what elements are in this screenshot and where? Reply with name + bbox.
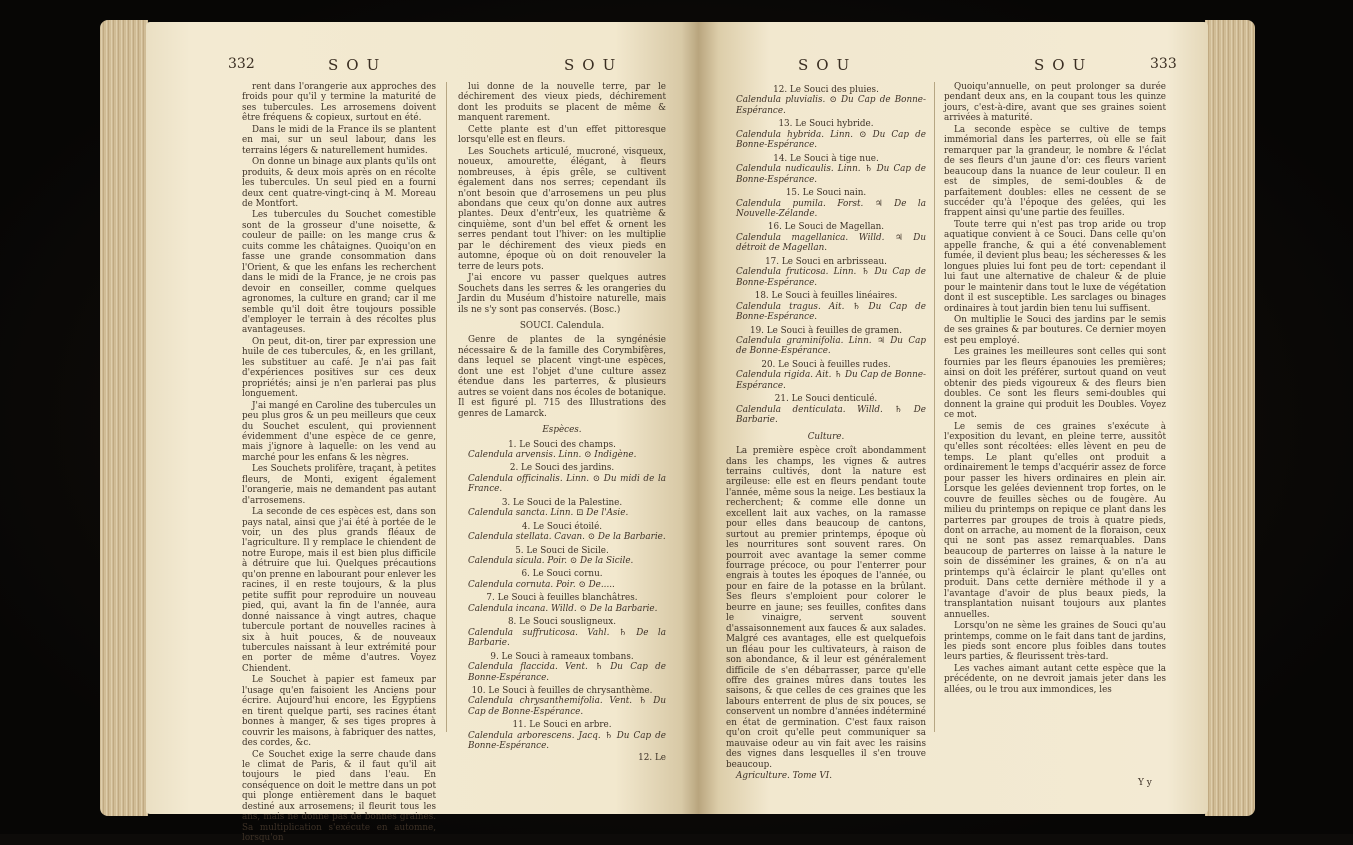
especes-title: Espèces. [542,425,582,436]
paragraph: Le Souchet à papier est fameux par l'usage qu'en faisoient les Anciens pour écrire. Aujourd'hui encore, les Égyptiens en tirent quelque parti, ses racines étant bonnes à manger, & ses tiges propres à couvrir les maisons, à fabriquer des nattes, des cordes, &c. [242,675,436,749]
species-entry: Calendula nudicaulis. Linn. ♄ Du Cap de Bonne-Espérance. [736,164,926,185]
paragraph: J'ai mangé en Caroline des tubercules un peu plus gros & un peu meilleurs que ceux du Souchet esculent, qui proviennent évidemment d'une espèce de ce genre, mais j'ignore à laquelle: on les vend au marché pour les enfans & les nègres. [242,400,436,463]
species-entry: 5. Le Souci de Sicile. [515,545,609,556]
species-entry: Calendula rigida. Ait. ♄ Du Cap de Bonne-Espérance. [736,370,926,391]
left-page [146,22,698,844]
paragraph: Ce Souchet exige la serre chaude dans le climat de Paris, & il faut qu'il ait toujours le pied dans l'eau. En conséquence on doit le mettre dans un pot qui plonge entièrement dans le baquet destiné aux arrosemens; il fleurit tous les ans, mais ne donne pas de bonnes graines. Sa multiplication s'exécute en automne, lorsqu'on [242,749,436,844]
paragraph: lui donne de la nouvelle terre, par le déchirement des vieux pieds, déchirement dont les produits se placent de même & manquent rarement. [458,82,666,124]
species-entry: 3. Le Souci de la Palestine. [501,497,623,508]
species-entry: Calendula flaccida. Vent. ♄ Du Cap de Bonne-Espérance. [468,662,666,683]
paragraph: Lorsqu'on ne sème les graines de Souci qu'au printemps, comme on le fait dans tant de jardins, les pieds sont encore plus foibles dans toutes leurs parties, & fleurissent très-tard. [944,621,1166,663]
paragraph: Le semis de ces graines s'exécute à l'exposition du levant, en pleine terre, aussitôt qu'elles sont récoltées: elles lèvent en peu de temps. Le plant qu'elles ont produit a ordinairement le temps d'acquérir assez de force pour passer les hivers ordinaires en plein air. Lorsque les gelées deviennent trop fortes, on le couvre de feuilles sèches ou de fougère. Au milieu du printemps on repique ce plant dans les parterres par groupes de trois à quatre pieds, dont on arrache, au moment de la floraison, ceux qui ne sont pas assez remarquables. Dans beaucoup de parterres on laisse à la nature le soin de disséminer les graines, & on n'a au printemps qu'à éclaircir le plant qu'elles ont produit. Dans cette dernière méthode il y a l'avantage d'avoir de plus beaux pieds, la transplantation nuisant toujours aux plantes annuelles. [944,421,1166,620]
species-entry: 14. Le Souci à tige nue. [773,153,879,164]
species-entry: 12. Le Souci des pluies. [773,85,879,95]
signature-mark: Y y [1138,778,1152,788]
left-column-1 [242,82,436,845]
paragraph: Les tubercules du Souchet comestible sont de la grosseur d'une noisette, & couleur de paille: on les mange crus & cuits comme les châtaignes. Quoiqu'on en fasse une grande consommation dans l'Orient, & que les enfans les recherchent dans le midi de la France, je ne crois pas devoir en conseiller, comme quelques agronomes, la culture en grand; car il me semble qu'il doit être toujours possible d'employer le terrain à des récoltes plus avantageuses. [242,210,436,336]
right-running-head-1: SOU [798,56,858,74]
species-entry: 8. Le Souci sousligneux. [507,617,617,628]
paragraph: Les graines les meilleures sont celles qui sont fournies par les fleurs épanouies les premières; ainsi on doit les préférer, surtout quand on veut obtenir des pieds vigoureux & des fleurs bien doubles. Ce sont les fleurs semi-doubles qui donnent la graine qui produit les Doubles. Voyez ce mot. [944,347,1166,421]
species-entry: 9. Le Souci à rameaux tombans. [490,651,634,662]
species-entry: Calendula sicula. Poir. ⊙ De la Sicile. [468,556,634,567]
species-entry: 21. Le Souci denticulé. [774,394,878,405]
species-entry: Calendula pluvialis. ⊙ Du Cap de Bonne-Espérance. [736,95,926,116]
left-column-2 [458,82,666,764]
left-running-head-2: SOU [564,56,624,74]
species-entry: Calendula arborescens. Jacq. ♄ Du Cap de Bonne-Espérance. [468,730,666,752]
paragraph: On multiplie le Souci des jardins par le semis de ses graines & par boutures. Ce dernier moyen est peu employé. [944,314,1166,346]
right-page-number: 333 [1150,56,1177,72]
paragraph: Les Souchets articulé, mucroné, visqueux, noueux, amourette, élégant, à fleurs nombreuses, à épis grêle, se cultivent également dans nos serres; cependant ils n'ont besoin que d'arrosemens un peu plus abondans que ceux qu'on donne aux autres plantes. Deux d'entr'eux, les quatrième & cinquième, sont d'un bel effet & ornent les serres pendant tout l'hiver: on les multiplie par le déchirement des vieux pieds en automne, époque où on doit renouveler la terre de leurs pots. [458,146,666,272]
footer-volume: Agriculture. Tome VI. [736,771,833,782]
column-rule [446,82,447,732]
species-entry: 10. Le Souci à feuilles de chrysanthème. [471,686,653,697]
paragraph: Les vaches aimant autant cette espèce que la précédente, on ne devroit jamais jeter dans les allées, ou le trou aux immondices, les [944,663,1166,695]
species-entry: 13. Le Souci hybride. [778,119,874,130]
paragraph: Quoiqu'annuelle, on peut prolonger sa durée pendant deux ans, en la coupant tous les quinze jours, c'est-à-dire, avant que ses graines soient arrivées à maturité. [944,82,1166,124]
species-entry: Calendula cornuta. Poir. ⊙ De..... [468,579,615,590]
souchet-continuation [458,82,666,315]
paragraph: On donne un binage aux plants qu'ils ont produits, & deux mois après on en récolte les tubercules. Un seul pied en a fourni deux cent quatre-vingt-cinq à M. Moreau de Montfort. [242,157,436,209]
species-entry: Calendula sancta. Linn. ⊡ De l'Asie. [468,508,629,519]
paragraph: rent dans l'orangerie aux approches des froids pour qu'il y termine la maturité de ses tubercules. Les arrosemens doivent être fréquens & copieux, surtout en été. [242,82,436,124]
species-entry: Calendula tragus. Ait. ♄ Du Cap de Bonne-Espérance. [736,301,926,323]
culture-paragraph-1: La première espèce croît abondamment dans les champs, les vignes & autres terrains cultivés, dont la nature est argileuse: elle est en fleurs pendant toute l'année, même sous la neige. Les bestiaux la recherchent; & comme elle donne un excellent lait aux vaches, on la ramasse pour elles dans beaucoup de cantons, surtout au premier printemps, époque où les nourritures sont souvent rares. On pourroit avec avantage la semer comme fourrage précoce, ou pour l'enterrer pour engrais à toutes les époques de l'année, ou pour en faire de la potasse en la brûlant. Ses fleurs s'emploient pour colorer le beurre en jaune; ses feuilles, confites dans le vinaigre, servent souvent d'assaisonnement aux fauces & aux salades. Malgré ces avantages, elle est quelquefois un fléau pour les cultivateurs, à raison de son abondance, & il leur est généralement difficile de s'en débarrasser, parce qu'elle offre des graines mûres dans toutes les saisons, & que celles de ces graines que les labours enterrent de plus de six pouces, se conservent un nombre d'années indéterminé en état de germination. C'est faux raison qu'on croit qu'elle peut communiquer sa mauvaise odeur au vin fait avec les raisins des vignes dans lesquelles il s'en trouve beaucoup. [726,446,926,770]
column-rule-right [934,82,935,732]
species-entry: 2. Le Souci des jardins. [509,463,615,474]
species-entry: 7. Le Souci à feuilles blanchâtres. [486,593,638,604]
culture-title: Culture. [807,431,845,442]
species-entry: Calendula arvensis. Linn. ⊙ Indigène. [468,449,637,460]
species-entry: 1. Le Souci des champs. [508,439,616,450]
paragraph: La seconde espèce se cultive de temps immémorial dans les parterres, où elle se fait remarquer par la grandeur, le nombre & l'éclat de ses fleurs d'un jaune d'or: ces fleurs varient beaucoup dans la nuance de leur couleur. Il en est de simples, de semi-doubles & de parfaitement doubles: elles ne cessent de se succéder qu'à l'époque des gelées, qui les frappent ainsi qu'une partie des feuilles. [944,124,1166,219]
species-entry: 4. Le Souci étoilé. [521,521,603,532]
paragraph: La seconde de ces espèces est, dans son pays natal, ainsi que j'ai été à portée de le voir, un des plus grands fléaux de l'agriculture. Il y remplace le chiendent de notre Europe, mais il est bien plus difficile à détruire que lui. Quelques précautions qu'on prenne en labourant pour enlever les racines, il en reste toujours, & la plus petite suffit pour reproduire un nouveau pied, qui, avant la fin de l'année, aura donné naissance à vingt autres, chaque tubercule portant de nouvelles racines à six à huit pouces, & de nouveaux tubercules naissant à leur extrémité pour en porter de même d'autres. Voyez Chiendent. [242,507,436,674]
paragraph: Dans le midi de la France ils se plantent en mai, sur un seul labour, dans les terrains légers & naturellement humides. [242,124,436,156]
species-entry: Calendula suffruticosa. Vahl. ♄ De la Barbarie. [468,627,666,649]
species-entry: Calendula pumila. Forst. ♃ De la Nouvelle-Zélande. [736,198,926,219]
souci-title: SOUCI. Calendula. [519,320,605,331]
species-list-right [726,85,926,426]
species-list-left [458,440,666,752]
paragraph: On peut, dit-on, tirer par expression une huile de ces tubercules, &, en les grillant, les substituer au café. Je n'ai pas fait d'expériences positives sur ces deux propriétés; ainsi je n'en parlerai pas plus longuement. [242,336,436,400]
species-entry: Calendula magellanica. Willd. ♃ Du détroit de Magellan. [736,232,926,254]
species-entry: 18. Le Souci à feuilles linéaires. [754,291,898,302]
paragraph: Cette plante est d'un effet pittoresque lorsqu'elle est en fleurs. [458,124,666,146]
species-entry: 20. Le Souci à feuilles rudes. [761,359,891,370]
species-entry: Calendula graminifolia. Linn. ♃ Du Cap de Bonne-Espérance. [736,335,926,357]
souci-intro: Genre de plantes de la syngénésie nécessaire & de la famille des Corymbifères, dans lequel se placent vingt-une espèces, dont une est l'objet d'une culture assez étendue dans les parterres, & plusieurs autres se voient dans nos écoles de botanique. Il est figuré pl. 715 des Illustrations des genres de Lamarck. [458,335,666,419]
species-entry: 6. Le Souci cornu. [521,569,603,580]
paragraph: Les Souchets prolifère, traçant, à petites fleurs, de Monti, exigent également l'orangerie, mais ne demandent pas autant d'arrosemens. [242,464,436,506]
species-entry: Calendula incana. Willd. ⊙ De la Barbarie. [468,603,658,614]
species-entry: Calendula stellata. Cavan. ⊙ De la Barbarie. [468,532,666,543]
right-column-1 [726,82,926,783]
left-running-head-1: SOU [328,56,388,74]
right-column-2 [944,82,1166,696]
right-running-head-2: SOU [1034,56,1094,74]
species-entry: Calendula denticulata. Willd. ♄ De Barbarie. [736,404,926,426]
species-entry: Calendula hybrida. Linn. ⊙ Du Cap de Bonne-Espérance. [736,129,926,151]
paragraph: J'ai encore vu passer quelques autres Souchets dans les serres & les orangeries du Jardin du Muséum d'histoire naturelle, mais ils ne s'y sont pas conservés. (Bosc.) [458,273,666,315]
species-entry: Calendula fruticosa. Linn. ♄ Du Cap de Bonne-Espérance. [736,267,926,288]
right-page [698,22,1208,814]
paragraph: Toute terre qui n'est pas trop aride ou trop aquatique convient à ce Souci. Dans celle qu'on appelle franche, & qui a été convenablement fumée, il devient plus beau; les sécheresses & les longues pluies lui font peu de tort: cependant il lui faut une alternative de chaleur & de pluie pour le maintenir dans tout le luxe de végétation dont il est susceptible. Les sarclages ou binages ordinaires à tout jardin bien tenu lui suffisent. [944,219,1166,314]
species-entry: 19. Le Souci à feuilles de gramen. [749,325,902,336]
species-entry: 11. Le Souci en arbre. [512,720,612,731]
left-page-edges [100,20,148,816]
catchword: 12. Le [638,752,666,763]
species-entry: Calendula chrysanthemifolia. Vent. ♄ Du Cap de Bonne-Espérance. [468,696,666,717]
species-entry: 17. Le Souci en arbrisseau. [765,256,887,267]
species-entry: Calendula officinalis. Linn. ⊙ Du midi de la France. [468,473,666,495]
left-page-number: 332 [228,56,255,72]
right-page-edges [1205,20,1255,816]
species-entry: 16. Le Souci de Magellan. [767,222,885,233]
species-entry: 15. Le Souci nain. [785,188,867,199]
